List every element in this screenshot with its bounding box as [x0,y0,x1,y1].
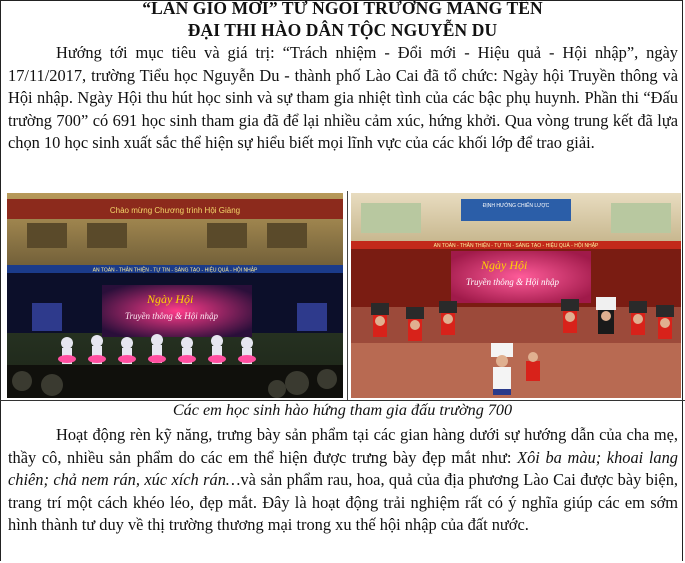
paragraph-activities-lead: Hoạt động rèn kỹ năng, trưng bày sản phẩm tại các gian hàng dưới sự hướng dẫn của cha mẹ, thầy cô, nhiều sản phẩm do các em thể hiện được trưng bày đẹp mắt như: [8,425,678,467]
right-banner-text: ĐỊNH HƯỚNG CHIẾN LƯỢC [482,203,550,209]
title-line-1: “LÀN GIÓ MỚI” TỪ NGÔI TRƯỜNG MANG TÊN [142,0,543,18]
paragraph-activities-tail: và sản phẩm rau, hoa, quả của địa phương Lào Cai được bày biện, trang trí một cách khéo léo, đẹp mắt. Đây là hoạt động trải nghiệm rất có ý nghĩa giúp các em sớm hình thành tư duy về thị trường thương mại trong xu thế hội nhập của đất nước. [8,470,679,535]
photo-caption: Các em học sinh hào hứng tham gia đấu trường 700 [172,401,513,419]
left-stage-title: Ngày Hội [147,292,194,306]
right-stage-title: Ngày Hội [481,258,528,272]
right-stage-subtitle: Truyền thông & Hội nhập [466,277,560,287]
title-line-2: ĐẠI THI HÀO DÂN TỘC NGUYỄN DU [187,20,498,40]
left-banner-text: Chào mừng Chương trình Hội Giảng [109,206,241,215]
left-slogan: AN TOÀN - THÂN THIỆN - TỰ TIN - SÁNG TẠO - HIỆU QUẢ - HỘI NHẬP [92,267,258,274]
paragraph-intro: Hướng tới mục tiêu và giá trị: “Trách nhiệm - Đổi mới - Hiệu quả - Hội nhập”, ngày 17/11/2017, trường Tiểu học Nguyễn Du - thành phố Lào Cai đã tổ chức: Ngày hội Truyền thông và Hội nhập. Ngày Hội thu hút học sinh và sự tham gia nhiệt tình của các bậc phụ huynh. Phần thi “Đấu trường 700” có 691 học sinh tham gia đã để lại nhiều cảm xúc, hứng khởi. Qua vòng trung kết đã lựa chọn 10 học sinh xuất sắc thể hiện sự hiểu biết mọi lĩnh vực của các khối lớp để trao giải. [8,43,678,153]
photo-stage-performance [7,193,343,398]
photo-arena-700 [351,193,681,398]
paragraph-activities-products: Xôi ba màu; khoai lang chiên; chả nem rán, xúc xích rán… [8,447,678,490]
paragraph-activities [8,424,678,537]
left-stage-subtitle: Truyền thông & Hội nhập [125,311,219,321]
right-slogan: AN TOÀN - THÂN THIỆN - TỰ TIN - SÁNG TẠO - HIỆU QUẢ - HỘI NHẬP [433,243,599,249]
photo-separator [347,191,348,400]
